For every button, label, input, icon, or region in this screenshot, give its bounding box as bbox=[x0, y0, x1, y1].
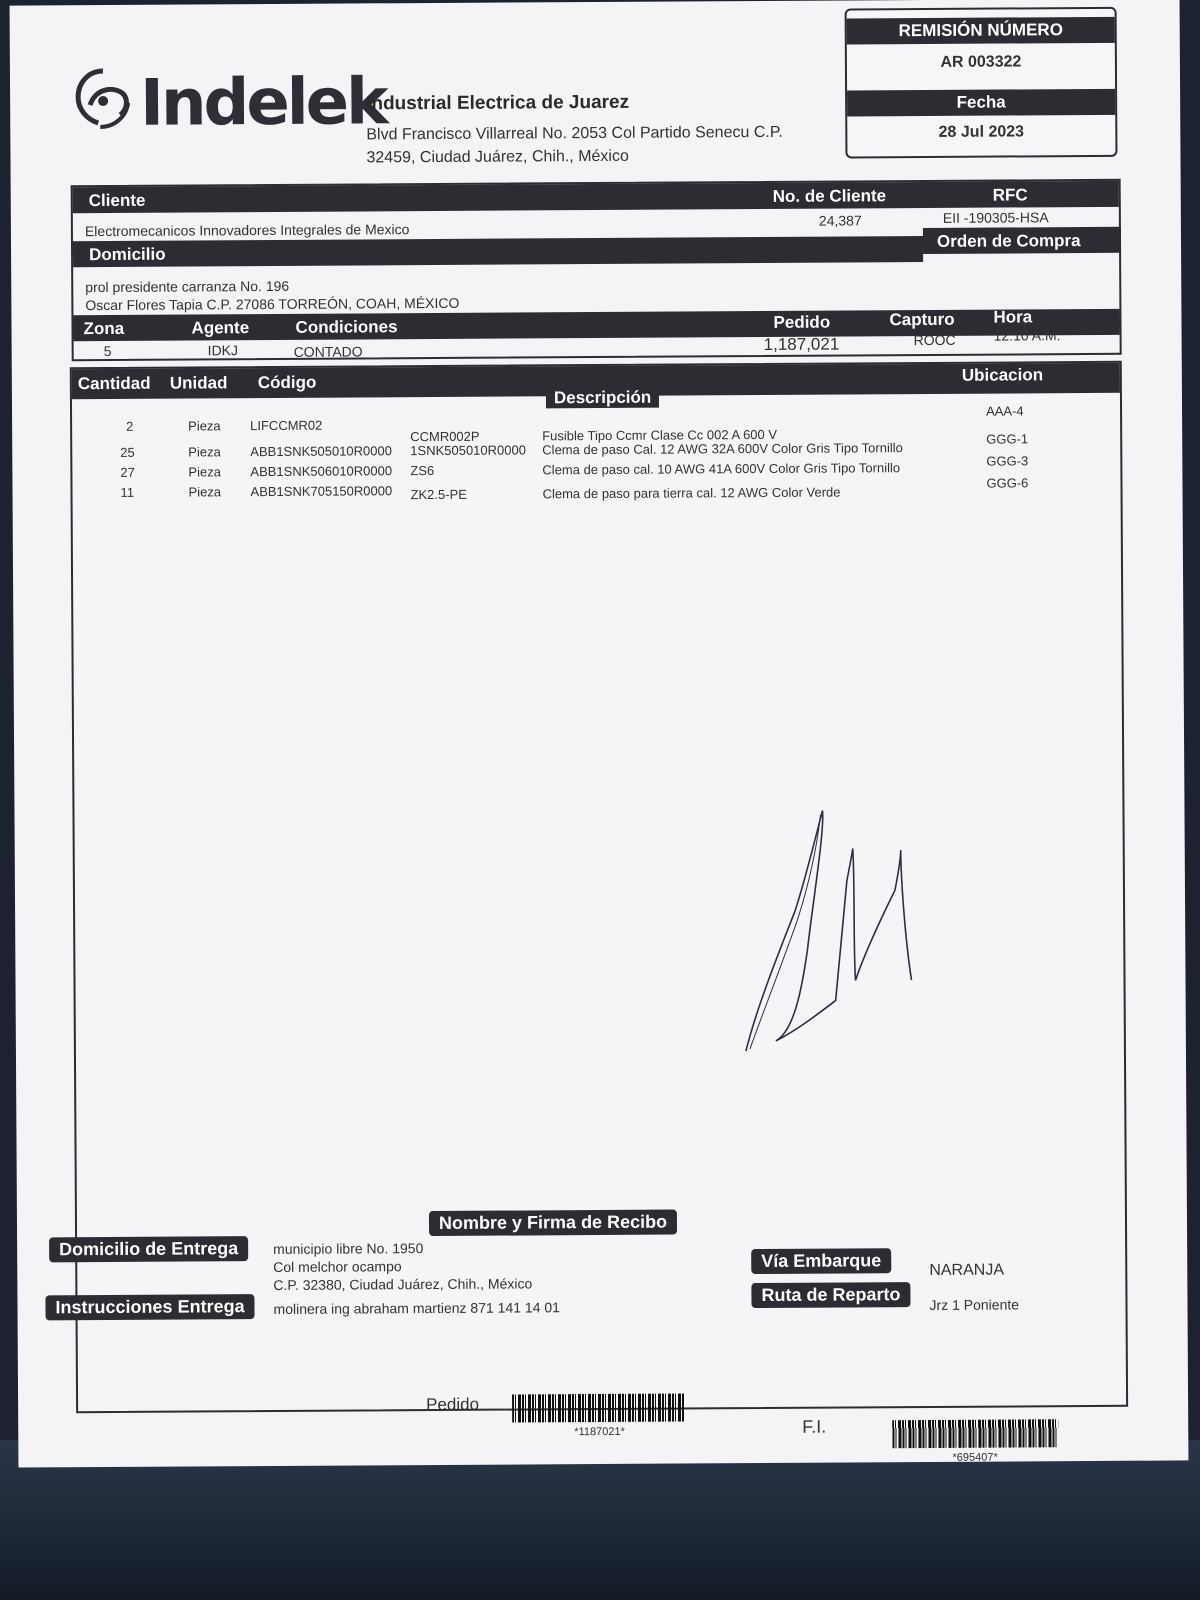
rfc-label: RFC bbox=[992, 185, 1028, 205]
remision-number-label: REMISIÓN NÚMERO bbox=[847, 17, 1115, 45]
row-codigo: ABB1SNK505010R0000 bbox=[250, 443, 392, 460]
row-codigo: ABB1SNK506010R0000 bbox=[250, 463, 393, 480]
hora-label: Hora bbox=[993, 307, 1033, 327]
company-logo bbox=[70, 55, 391, 147]
row-codigo: ABB1SNK705150R0000 bbox=[250, 483, 393, 500]
row-unidad: Pieza bbox=[188, 484, 222, 500]
instrucciones-entrega-label: Instrucciones Entrega bbox=[45, 1294, 254, 1320]
hora-value: 12:10 A.M. bbox=[993, 327, 1061, 344]
row-codigo: LIFCCMR02 bbox=[250, 417, 323, 434]
no-cliente-label: No. de Cliente bbox=[772, 186, 887, 206]
remision-number: AR 003322 bbox=[940, 53, 1022, 71]
company-address bbox=[366, 121, 836, 170]
row-codigo2: CCMR002P bbox=[410, 428, 480, 445]
pedido-barcode-label: Pedido bbox=[426, 1394, 480, 1415]
no-cliente-value: 24,387 bbox=[818, 212, 862, 229]
row-cantidad: 25 bbox=[120, 444, 135, 460]
agente-label: Agente bbox=[191, 318, 250, 338]
pedido-barcode-number: *1187021* bbox=[574, 1425, 625, 1439]
fi-barcode-number: *695407* bbox=[952, 1451, 998, 1464]
fecha-label: Fecha bbox=[847, 89, 1115, 117]
row-codigo2: 1SNK505010R0000 bbox=[410, 442, 526, 459]
rfc-value: EII -190305-HSA bbox=[942, 209, 1049, 226]
fi-barcode bbox=[892, 1419, 1058, 1448]
pedido-value: 1,187,021 bbox=[763, 334, 840, 354]
row-codigo2: ZS6 bbox=[410, 463, 435, 479]
row-ubicacion: GGG-1 bbox=[986, 431, 1029, 447]
pedido-label: Pedido bbox=[773, 312, 831, 332]
ruta-reparto-value: Jrz 1 Poniente bbox=[929, 1296, 1020, 1313]
row-descripcion: Fusible Tipo Ccmr Clase Cc 002 A 600 V bbox=[542, 426, 778, 444]
zona-label: Zona bbox=[83, 318, 125, 339]
instrucciones-entrega-value: molinera ing abraham martienz 871 141 14 01 bbox=[273, 1299, 560, 1317]
row-ubicacion: GGG-6 bbox=[986, 475, 1029, 491]
fi-label: F.I. bbox=[802, 1416, 827, 1437]
client-block bbox=[71, 179, 1122, 361]
row-descripcion: Clema de paso cal. 10 AWG 41A 600V Color Gris Tipo Tornillo bbox=[542, 460, 901, 478]
col-cantidad: Cantidad bbox=[77, 373, 151, 394]
ruta-reparto-label: Ruta de Reparto bbox=[751, 1282, 910, 1308]
via-embarque-value: NARANJA bbox=[929, 1261, 1005, 1279]
fecha-value: 28 Jul 2023 bbox=[938, 123, 1025, 141]
cliente-label: Cliente bbox=[88, 190, 146, 211]
via-embarque-label: Vía Embarque bbox=[751, 1248, 891, 1274]
row-descripcion: Clema de paso Cal. 12 AWG 32A 600V Color Gris Tipo Tornillo bbox=[542, 440, 903, 458]
row-codigo2: ZK2.5-PE bbox=[410, 486, 467, 503]
no-cliente-cell bbox=[763, 182, 963, 209]
company-address-line1: Blvd Francisco Villarreal No. 2053 Col Partido Senecu C.P. bbox=[366, 123, 783, 144]
condiciones-label: Condiciones bbox=[295, 317, 398, 337]
capturo-value: ROOC bbox=[913, 331, 956, 349]
row-ubicacion: GGG-3 bbox=[986, 453, 1029, 469]
col-unidad: Unidad bbox=[169, 373, 228, 393]
signature-image bbox=[734, 800, 956, 1061]
orden-compra-label: Orden de Compra bbox=[936, 231, 1081, 251]
pedido-barcode bbox=[512, 1393, 684, 1422]
agente-value: IDKJ bbox=[207, 342, 239, 359]
domicilio-entrega-line1: municipio libre No. 1950 bbox=[273, 1240, 424, 1257]
company-address-line2: 32459, Ciudad Juárez, Chih., México bbox=[366, 147, 629, 167]
domicilio-line2: Oscar Flores Tapia C.P. 27086 TORREÓN, COAH, MÉXICO bbox=[85, 294, 460, 314]
condiciones-value: CONTADO bbox=[293, 343, 363, 360]
logo-swirl-icon bbox=[70, 65, 136, 135]
items-table bbox=[55, 361, 1128, 1413]
row-descripcion: Clema de paso para tierra cal. 12 AWG Color Verde bbox=[542, 484, 841, 502]
row-cantidad: 27 bbox=[120, 464, 135, 480]
domicilio-line1: prol presidente carranza No. 196 bbox=[85, 277, 290, 296]
remision-box bbox=[845, 7, 1118, 159]
remision-document bbox=[10, 0, 1189, 1468]
orden-compra-bar bbox=[923, 227, 1121, 254]
domicilio-entrega-label: Domicilio de Entrega bbox=[49, 1236, 248, 1262]
cliente-value: Electromecanicos Innovadores Integrales de Mexico bbox=[84, 221, 410, 240]
zona-value: 5 bbox=[103, 342, 112, 360]
table-row bbox=[72, 403, 1120, 445]
col-codigo: Código bbox=[257, 372, 317, 393]
col-ubicacion: Ubicacion bbox=[961, 365, 1044, 385]
row-cantidad: 2 bbox=[126, 418, 134, 434]
row-unidad: Pieza bbox=[188, 418, 221, 434]
row-unidad: Pieza bbox=[188, 444, 221, 460]
col-descripcion: Descripción bbox=[546, 388, 659, 409]
row-cantidad: 11 bbox=[120, 484, 135, 500]
row-ubicacion: AAA-4 bbox=[985, 403, 1024, 419]
capturo-label: Capturo bbox=[889, 309, 955, 330]
row-unidad: Pieza bbox=[188, 464, 221, 480]
firma-recibo-label: Nombre y Firma de Recibo bbox=[429, 1210, 677, 1237]
domicilio-entrega-line2: Col melchor ocampo bbox=[273, 1258, 402, 1275]
logo-wordmark: Indelek bbox=[139, 65, 386, 141]
domicilio-label: Domicilio bbox=[89, 244, 166, 265]
company-name: Industrial Electrica de Juarez bbox=[366, 91, 630, 115]
domicilio-entrega-line3: C.P. 32380, Ciudad Juárez, Chih., México bbox=[273, 1275, 533, 1293]
domicilio-header-bar bbox=[73, 236, 923, 267]
